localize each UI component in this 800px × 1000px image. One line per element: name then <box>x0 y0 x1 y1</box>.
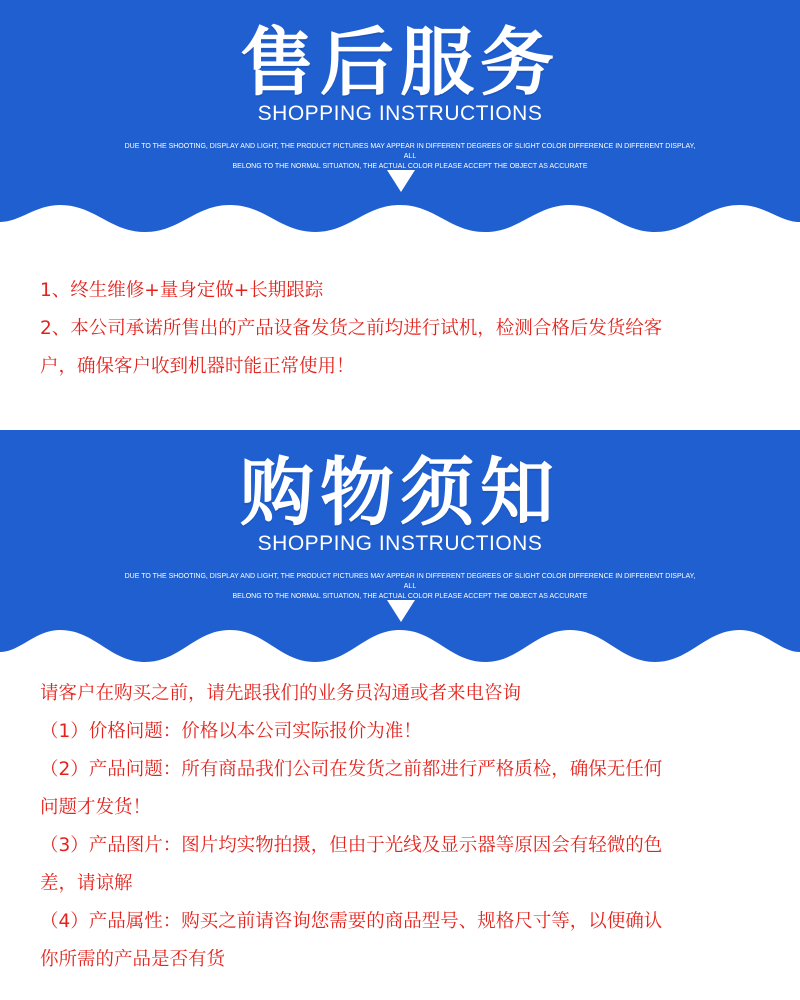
after-sales-banner <box>0 0 800 235</box>
content-line: 问题才发货！ <box>40 797 152 818</box>
content-line: （2）产品问题：所有商品我们公司在发货之前都进行严格质检，确保无任何 <box>40 759 663 780</box>
disclaimer-line: DUE TO THE SHOOTING, DISPLAY AND LIGHT, THE PRODUCT PICTURES MAY APPEAR IN DIFFERENT DEGREES OF SLIGHT COLOR DIFFERENCE IN DIFFERENT DISPLAY, ALL <box>124 143 696 160</box>
disclaimer-line: BELONG TO THE NORMAL SITUATION, THE ACTUAL COLOR PLEASE ACCEPT THE OBJECT AS ACCURATE <box>232 163 588 170</box>
section-title: 售后服务 <box>240 20 560 106</box>
shopping-notice-content <box>40 679 770 983</box>
content-line: （1）价格问题：价格以本公司实际报价为准！ <box>40 721 422 742</box>
content-line: 1、终生维修+量身定做+长期跟踪 <box>40 280 324 301</box>
disclaimer-text <box>120 572 700 602</box>
disclaimer-line: DUE TO THE SHOOTING, DISPLAY AND LIGHT, THE PRODUCT PICTURES MAY APPEAR IN DIFFERENT DEGREES OF SLIGHT COLOR DIFFERENCE IN DIFFERENT DISPLAY, ALL <box>124 573 696 590</box>
down-arrow-icon <box>387 170 415 192</box>
content-line: 差，请谅解 <box>40 873 133 894</box>
down-arrow-icon <box>387 600 415 622</box>
section-subtitle: SHOPPING INSTRUCTIONS <box>257 102 543 125</box>
content-line: 你所需的产品是否有货 <box>40 949 226 970</box>
section-title: 购物须知 <box>240 450 560 536</box>
after-sales-content <box>40 276 770 390</box>
content-line: （4）产品属性：购买之前请咨询您需要的商品型号、规格尺寸等，以便确认 <box>40 911 663 932</box>
disclaimer-line: BELONG TO THE NORMAL SITUATION, THE ACTUAL COLOR PLEASE ACCEPT THE OBJECT AS ACCURATE <box>232 593 588 600</box>
disclaimer-text <box>120 142 700 172</box>
content-line: 2、本公司承诺所售出的产品设备发货之前均进行试机，检测合格后发货给客 <box>40 318 663 339</box>
shopping-notice-banner <box>0 430 800 665</box>
content-line: （3）产品图片：图片均实物拍摄，但由于光线及显示器等原因会有轻微的色 <box>40 835 663 856</box>
section-subtitle: SHOPPING INSTRUCTIONS <box>257 532 543 555</box>
content-line: 请客户在购买之前，请先跟我们的业务员沟通或者来电咨询 <box>40 683 522 704</box>
content-line: 户，确保客户收到机器时能正常使用！ <box>40 356 355 377</box>
